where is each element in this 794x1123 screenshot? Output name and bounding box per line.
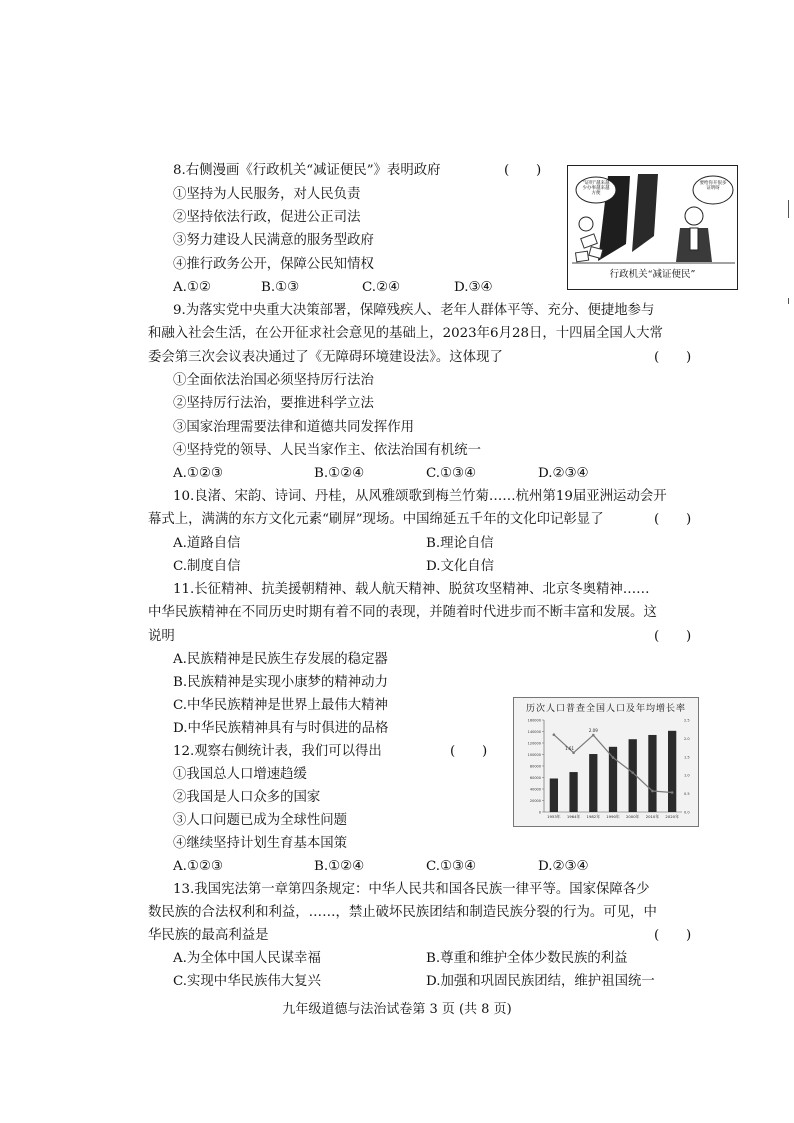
q10-line-2: 幕式上，满满的东方文化元素“刷屏”现场。中国绵延五千年的文化印记彰显了: [148, 512, 604, 527]
growth-rate-point: [651, 790, 654, 793]
population-bar: [589, 754, 597, 812]
scan-edge-mark: [788, 298, 789, 304]
q8-option-b: B.①③: [261, 280, 300, 295]
q13-line-3: 华民族的最高利益是: [148, 928, 269, 943]
q12-item-2: ②我国是人口众多的国家: [173, 790, 321, 805]
y-tick-label: 80000: [529, 764, 541, 769]
q8-answer-blank: ( ): [504, 163, 542, 178]
q13-option-d: D.加强和巩固民族团结，维护祖国统一: [426, 974, 655, 989]
y-tick-label: 40000: [529, 787, 541, 792]
x-tick-label: 2000年: [625, 814, 640, 819]
q10-option-d: D.文化自信: [426, 559, 495, 574]
q12-stem: 12.观察右侧统计表，我们可以得出: [173, 744, 382, 759]
growth-rate-point: [671, 791, 674, 794]
q9-item-2: ②坚持厉行法治，要推进科学立法: [173, 396, 374, 411]
growth-rate-point: [572, 751, 575, 754]
q10-line-1: 10.良渚、宋韵、诗词、丹桂，从风雅颂歌到梅兰竹菊……杭州第19届亚洲运动会开: [173, 489, 667, 504]
cartoon-bubble-right: 要给你开很多证明呀: [699, 181, 727, 191]
y2-tick-label: 2.5: [684, 718, 690, 723]
x-tick-label: 1990年: [606, 814, 620, 819]
q12-answer-blank: ( ): [450, 744, 488, 759]
q10-option-b: B.理论自信: [426, 536, 494, 551]
chart-title: 历次人口普查全国人口及年均增长率: [525, 704, 686, 714]
q11-line-2: 中华民族精神在不同历史时期有着不同的表现，并随着时代进步而不断丰富和发展。这: [148, 605, 657, 620]
q9-option-c: C.①③④: [426, 466, 477, 481]
q8-option-c: C.②④: [362, 280, 401, 295]
q11-answer-blank: ( ): [654, 629, 692, 644]
q12-item-3: ③人口问题已成为全球性问题: [173, 813, 348, 828]
q9-option-a: A.①②③: [173, 466, 223, 481]
q11-line-3: 说明: [148, 629, 175, 644]
q8-stem: 8.右侧漫画《行政机关“减证便民”》表明政府: [173, 163, 441, 178]
q12-option-d: D.②③④: [538, 859, 589, 874]
q13-option-b: B.尊重和维护全体少数民族的利益: [426, 951, 628, 966]
x-tick-label: 1982年: [586, 814, 601, 819]
q8-option-d: D.③④: [454, 280, 493, 295]
scan-edge-mark: [788, 200, 789, 218]
q13-option-c: C.实现中华民族伟大复兴: [173, 974, 321, 989]
y-tick-label: 20000: [529, 799, 541, 803]
growth-rate-point: [631, 771, 634, 774]
q12-option-b: B.①②④: [314, 859, 365, 874]
q13-answer-blank: ( ): [654, 928, 692, 943]
population-bar: [668, 731, 676, 812]
page-footer: 九年级道德与法治试卷第 3 页 (共 8 页): [282, 1002, 512, 1017]
q13-option-a: A.为全体中国人民谋幸福: [173, 951, 321, 966]
x-tick-label: 1964年: [566, 814, 581, 819]
y-tick-label: 100000: [527, 753, 541, 757]
x-tick-label: 1953年: [547, 814, 561, 819]
q13-line-1: 13.我国宪法第一章第四条规定：中华人民共和国各民族一律平等。国家保障各少: [173, 882, 650, 897]
q9-line-1: 9.为落实党中央重大决策部署，保障残疾人、老年人群体平等、充分、便捷地参与: [173, 303, 655, 318]
q8-item-3: ③努力建设人民满意的服务型政府: [173, 233, 374, 248]
q11-option-c: C.中华民族精神是世界上最伟大精神: [173, 698, 388, 713]
x-tick-label: 2010年: [645, 814, 660, 819]
q9-line-2: 和融入社会生活，在公开征求社会意见的基础上，2023年6月28日，十四届全国人大常: [148, 326, 663, 341]
cartoon-caption: 行政机关“减证便民”: [609, 269, 696, 280]
y2-tick-label: 0.0: [684, 810, 690, 815]
cartoon-bubble-left: “证明”越来越少办事越来越方便: [582, 181, 610, 196]
population-bar: [648, 735, 656, 812]
y2-tick-label: 2.0: [684, 736, 690, 741]
q11-option-d: D.中华民族精神具有与时俱进的品格: [173, 721, 389, 736]
q12-item-1: ①我国总人口增速趋缓: [173, 767, 307, 782]
y2-tick-label: 1.5: [684, 755, 690, 760]
q8-option-a: A.①②: [173, 280, 211, 295]
y-tick-label: 120000: [527, 741, 541, 746]
q9-item-1: ①全面依法治国必须坚持厉行法治: [173, 373, 374, 388]
population-bar: [569, 772, 577, 812]
q9-answer-blank: ( ): [654, 350, 692, 365]
q10-option-a: A.道路自信: [173, 536, 241, 551]
q12-option-c: C.①③④: [426, 859, 477, 874]
population-bar: [550, 779, 558, 812]
q9-item-3: ③国家治理需要法律和道德共同发挥作用: [173, 420, 415, 435]
q13-line-2: 数民族的合法权利和利益，……，禁止破坏民族团结和制造民族分裂的行为。可见，中: [148, 905, 657, 920]
cartoon-figure: [567, 165, 738, 290]
q12-item-4: ④继续坚持计划生育基本国策: [173, 836, 348, 851]
q11-line-1: 11.长征精神、抗美援朝精神、载人航天精神、脱贫攻坚精神、北京冬奥精神……: [173, 582, 650, 597]
growth-rate-point: [592, 734, 595, 737]
chart-plot: [514, 698, 699, 827]
q8-item-4: ④推行政务公开，保障公民知情权: [173, 257, 374, 272]
q9-option-b: B.①②④: [314, 466, 365, 481]
growth-rate-point: [553, 733, 556, 736]
y-tick-label: 60000: [529, 776, 541, 780]
x-tick-label: 2020年: [665, 814, 679, 819]
y2-tick-label: 0.5: [684, 792, 690, 797]
q9-item-4: ④坚持党的领导、人民当家作主、依法治国有机统一: [173, 443, 481, 458]
population-chart: [513, 697, 699, 827]
q10-answer-blank: ( ): [654, 512, 692, 527]
q11-option-b: B.民族精神是实现小康梦的精神动力: [173, 675, 388, 690]
growth-rate-point: [612, 756, 615, 759]
y-tick-label: 140000: [527, 730, 541, 734]
data-label: 2.09: [588, 728, 598, 734]
q8-item-2: ②坚持依法行政，促进公正司法: [173, 210, 361, 225]
q9-line-3: 委会第三次会议表决通过了《无障碍环境建设法》。这体现了: [148, 350, 503, 365]
y-tick-label: 160000: [527, 718, 541, 723]
data-label: 1.61: [565, 745, 575, 751]
q8-item-1: ①坚持为人民服务，对人民负责: [173, 187, 361, 202]
y-tick-label: 0: [538, 810, 541, 815]
q9-option-d: D.②③④: [538, 466, 589, 481]
y2-tick-label: 1.0: [684, 773, 690, 778]
q12-option-a: A.①②③: [173, 859, 223, 874]
q10-option-c: C.制度自信: [173, 559, 241, 574]
q11-option-a: A.民族精神是民族生存发展的稳定器: [173, 652, 388, 667]
